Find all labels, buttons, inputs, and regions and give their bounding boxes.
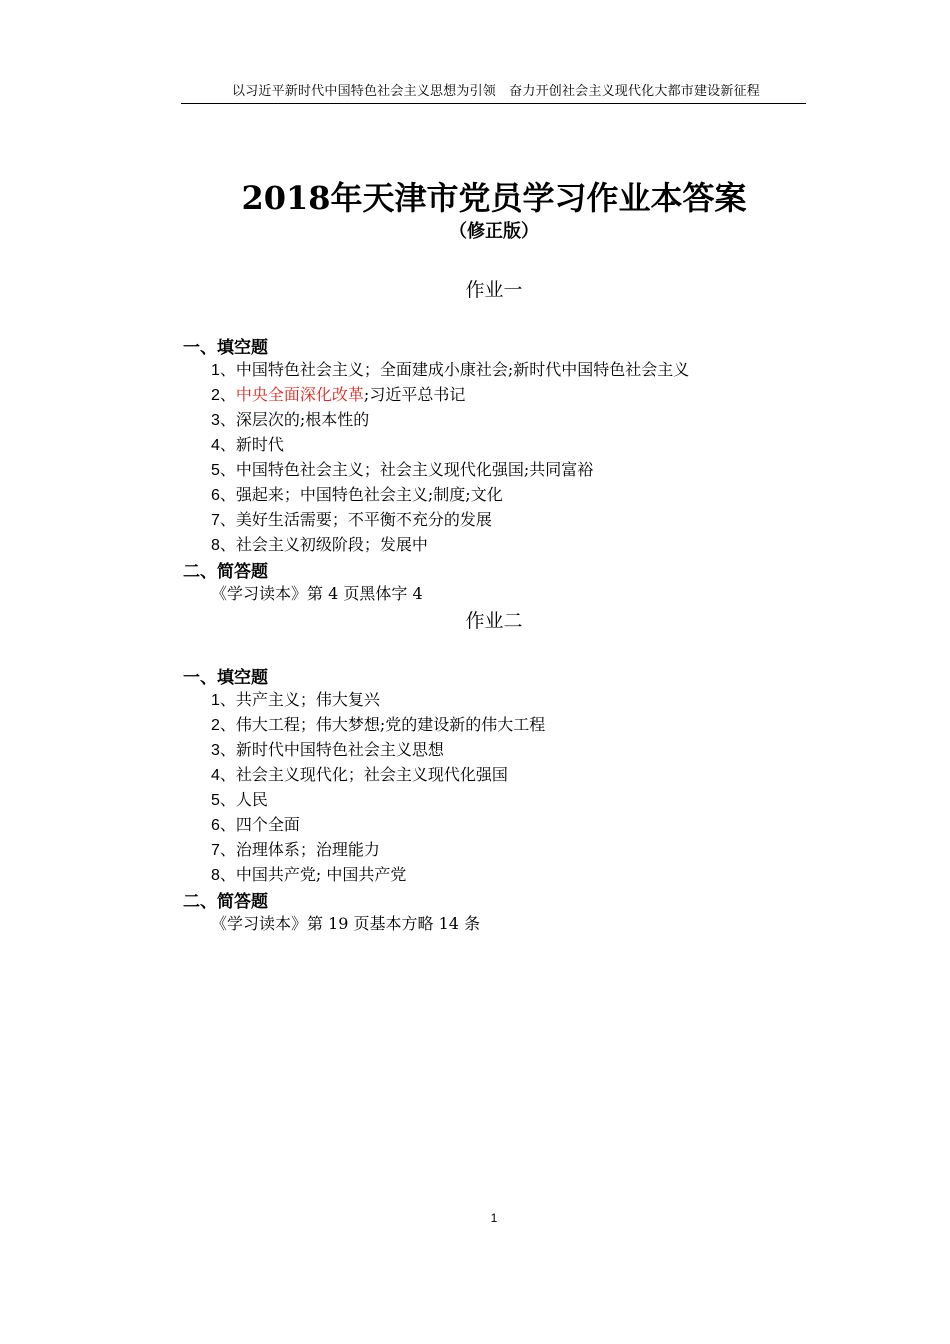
item-text: 社会主义初级阶段；发展中: [235, 535, 428, 554]
item-number: 1、: [211, 692, 236, 709]
item-number: 3、: [211, 742, 236, 759]
homework2-item-5: [211, 787, 268, 810]
homework1-short-answer: 《学习读本》第 4 页黑体字 4: [211, 584, 423, 603]
homework1-item-5: [211, 457, 593, 480]
item-number: 2、: [211, 717, 236, 734]
homework2-item-1: [211, 687, 380, 710]
header-rule: [181, 103, 806, 104]
homework2-item-2: [211, 712, 545, 735]
page-number: 1: [490, 1211, 498, 1225]
homework1-item-1: [211, 357, 689, 380]
homework2-item-7: [211, 837, 380, 860]
item-number: 5、: [211, 792, 236, 809]
homework2-item-3: [211, 737, 444, 760]
item-number: 8、: [211, 537, 236, 554]
homework1-item-3: [211, 407, 369, 430]
homework2-short-title: 二、简答题: [183, 892, 268, 912]
item-text: 中国特色社会主义；全面建成小康社会;新时代中国特色社会主义: [235, 360, 690, 379]
item-text: 人民: [235, 790, 268, 809]
item-number: 6、: [211, 817, 236, 834]
homework2-item-8: [211, 862, 406, 885]
document-title: 2018年天津市党员学习作业本答案: [241, 179, 747, 217]
item-highlight: 中央全面深化改革: [235, 385, 364, 404]
homework1-item-2: [211, 382, 465, 405]
homework1-item-7: [211, 507, 492, 530]
item-text: 新时代: [235, 435, 284, 454]
item-number: 2、: [211, 387, 236, 404]
homework2-short-answer: 《学习读本》第 19 页基本方略 14 条: [211, 914, 481, 933]
homework2-fill-title: 一、填空题: [183, 668, 268, 688]
homework2-item-6: [211, 812, 300, 835]
running-header: 以习近平新时代中国特色社会主义思想为引领 奋力开创社会主义现代化大都市建设新征程: [231, 84, 760, 99]
item-text: 强起来；中国特色社会主义;制度;文化: [235, 485, 503, 504]
item-text: 中国特色社会主义；社会主义现代化强国;共同富裕: [235, 460, 594, 479]
homework2-title: 作业二: [465, 610, 523, 632]
item-number: 3、: [211, 412, 236, 429]
item-text: 中国共产党; 中国共产党: [235, 865, 407, 884]
homework1-short-title: 二、简答题: [183, 562, 268, 582]
item-text: 四个全面: [235, 815, 300, 834]
homework1-title: 作业一: [465, 279, 523, 301]
item-text: 深层次的;根本性的: [235, 410, 370, 429]
homework1-item-8: [211, 532, 428, 555]
item-text: 新时代中国特色社会主义思想: [235, 740, 444, 759]
item-text: ;习近平总书记: [363, 385, 466, 404]
item-number: 6、: [211, 487, 236, 504]
item-text: 治理体系；治理能力: [235, 840, 380, 859]
homework1-fill-title: 一、填空题: [183, 338, 268, 358]
item-number: 7、: [211, 512, 236, 529]
item-number: 7、: [211, 842, 236, 859]
item-number: 5、: [211, 462, 236, 479]
item-number: 8、: [211, 867, 236, 884]
item-text: 美好生活需要；不平衡不充分的发展: [235, 510, 492, 529]
item-text: 共产主义；伟大复兴: [235, 690, 380, 709]
homework1-item-4: [211, 432, 284, 455]
homework1-item-6: [211, 482, 503, 505]
item-text: 伟大工程；伟大梦想;党的建设新的伟大工程: [235, 715, 546, 734]
item-text: 社会主义现代化；社会主义现代化强国: [235, 765, 508, 784]
homework2-item-4: [211, 762, 508, 785]
item-number: 4、: [211, 767, 236, 784]
item-number: 1、: [211, 362, 236, 379]
document-subtitle: （修正版）: [449, 221, 539, 242]
item-number: 4、: [211, 437, 236, 454]
